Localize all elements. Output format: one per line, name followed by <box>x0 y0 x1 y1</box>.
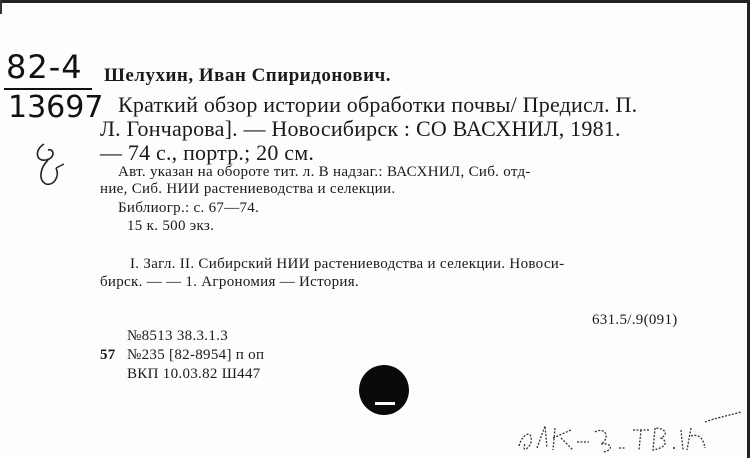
accession-prefix: 57 <box>100 347 116 363</box>
title-line-3: — 74 с., портр.; 20 см. <box>100 140 315 165</box>
punch-hole-highlight <box>375 402 395 405</box>
tracing-line-1: I. Загл. II. Сибирский НИИ растениеводства и селекции. Новоси- <box>130 256 565 272</box>
note-line-2: ние, Сиб. НИИ растениеводства и селекции. <box>100 181 396 197</box>
accession-line-2: №235 [82-8954] п оп <box>127 347 265 363</box>
accession-line-3: ВКП 10.03.82 Ш447 <box>127 366 261 382</box>
author-heading: Шелухин, Иван Спиридонович. <box>104 65 391 86</box>
handwritten-mark <box>30 140 80 190</box>
title-line-1: Краткий обзор истории обработки почвы/ Предисл. П. <box>118 92 638 117</box>
tracing-line-2: бирск. — — 1. Агрономия — История. <box>100 274 359 290</box>
price-and-copies: 15 к. 500 экз. <box>127 218 215 234</box>
shelf-mark-line1: 82-4 <box>6 48 83 86</box>
shelf-mark-line2: 13697 <box>8 90 104 125</box>
handwritten-signature <box>515 408 745 458</box>
title-line-2: Л. Гончарова]. — Новосибирск : СО ВАСХНИЛ, 1981. <box>100 116 621 141</box>
udc-code: 631.5/.9(091) <box>592 312 678 328</box>
note-line-1: Авт. указан на обороте тит. л. В надзаг.: ВАСХНИЛ, Сиб. отд- <box>118 164 531 180</box>
card-punch-hole <box>359 365 409 415</box>
card-top-edge <box>0 0 750 3</box>
bibliography-note: Библиогр.: с. 67—74. <box>118 200 260 216</box>
accession-line-1: №8513 38.3.1.3 <box>127 328 229 344</box>
card-corner-mark <box>0 0 2 14</box>
